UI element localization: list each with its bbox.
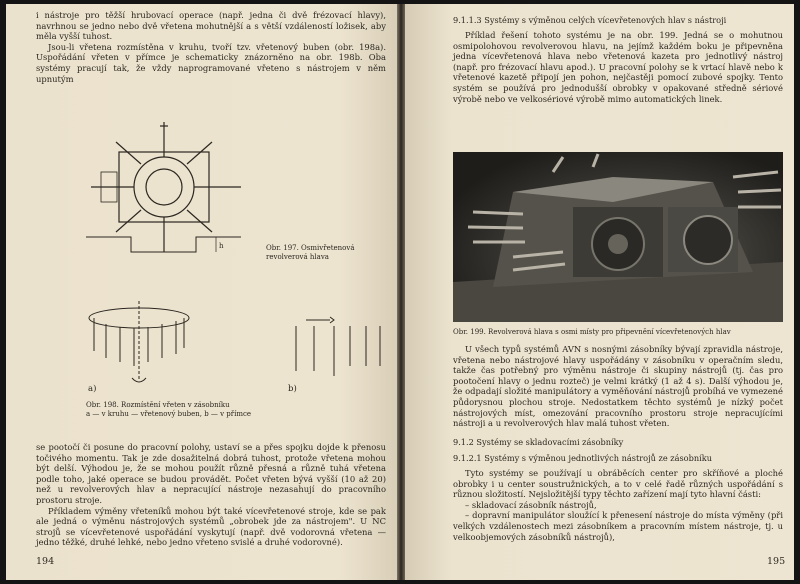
paragraph: Příkladem výměny vřeteníků mohou být také vícevřetenové stroje, kde se pak ale jedná o výměnu nástrojových systémů „obrobek jde za nástrojem". U NC strojů se vícevřetenové uspořádání vyskytují (např. dvě vodorovná vřetena — jedno těžké, druhé lehké, nebo jedno vřeteno svislé a druhé vodorovné). [36,505,386,548]
figure-198-label-b: b) [288,384,297,394]
figure-198b-spindle-row [286,316,386,386]
paragraph: Tyto systémy se používají u obráběcích center pro skříňové a ploché obrobky i u center soustružnických, a to v celé řadě různých uspořádání s různou složitostí. Nejsložitější typy těchto zařízení mají tyto hlavní části: [453,468,783,500]
paragraph: U všech typů systémů AVN s nosnými zásobníky bývají zpravidla nástroje, vřetena nebo nástrojové hlavy uspořádány v zásobníku v operačním sledu, takže čas potřebný pro výměnu nástroje či skupiny nástrojů (tj. čas pro pootočení hlavy o jednu rozteč) je velmi krátký (1 až 4 s). Další výhodou je, že odpadají složité manipulátory a vyměňování nástrojů probíhá ve vymezené půdorysnou plochou stroje. Nedostatkem těchto systémů je nízký počet nástrojových míst, omezování pracovního prostoru stroje nepracujícími nástroji a u revolverových hlav malá tuhost vřeten. [453,344,783,429]
left-top-text [36,10,386,84]
caption-line: revolverová hlava [266,253,329,261]
turret-photo-illustration [453,152,783,322]
figure-198-label-a: a) [88,384,97,394]
svg-text:h: h [219,242,224,250]
right-paragraph-2 [453,344,783,429]
list-item: – skladovací zásobník nástrojů, [465,499,597,510]
caption-line: Obr. 198. Rozmístění vřeten v zásobníku [86,401,230,409]
page-number: 195 [767,556,786,567]
caption-line: a — v kruhu — vřetenový buben, b — v přímce [86,410,252,418]
figure-198a-spindle-drum [84,296,194,386]
paragraph: Jsou-li vřetena rozmístěna v kruhu, tvoří tzv. vřetenový buben (obr. 198a). Uspořádání vřeten v přímce je schematicky znázorněno na obr. 198b. Oba systémy pracují tak, že vždy naprogramované vřeteno s nástrojem v něm upnutým [36,41,386,84]
right-paragraph-3 [453,468,783,542]
turret-drum [134,157,194,217]
paragraph: Příklad řešení tohoto systému je na obr. 199. Jedná se o mohutnou osmipolohovou revolverovou hlavu, na jejímž každém boku je připevněna jedna vícevřetenová hlava nebo vřetenová kazeta pro jednotlivý nástroj (např. pro frézovací hlavu apod.). U pracovní polohy se k vrtací hlavě nebo k vřetenové kazetě připojí jen pohon, nejčastěji pomocí zubové spojky. Tento systém se používá pro jednodušší obrobky v opakované středně sériové výrobě nebo ve velkosériové výrobě mimo automatických linek. [453,30,783,104]
left-page [6,4,397,580]
left-bottom-text [36,442,386,548]
list-item: – dopravní manipulátor sloužící k přenesení nástroje do místa výměny (při velkých vzdálenostech mezi zásobníkem a pracovním místem nástroje, tj. u velkoobjemových zásobníků nástrojů), [453,510,783,542]
figure-197-caption [266,244,386,262]
paragraph: se pootočí či posune do pracovní polohy, ustaví se a přes spojku dojde k přenosu točivého momentu. Tak je zde dosažitelná dobrá tuhost, protože vřetena mohou být delší. Výhodou je, že se mohou použít různě přesná a různě tuhá vřetena podle toho, jaké operace se budou provádět. Počet vřeten bývá vyšší (10 až 20) než u revolverových hlav a nepracující nástroje nezasahují do pracovního prostoru stroje. [36,442,386,505]
figure-198-caption [86,401,386,419]
subsection-heading: 9.1.2.1 Systémy s výměnou jednotlivých nástrojů ze zásobníku [453,453,712,463]
right-page [405,4,794,580]
book-gutter [397,4,405,580]
page-number: 194 [36,556,55,567]
caption-line: Obr. 197. Osmivřetenová [266,244,355,252]
figure-199-photo [453,152,783,322]
figure-197-turret-diagram [81,112,251,262]
section-heading: 9.1.2 Systémy se skladovacími zásobníky [453,437,624,447]
right-paragraph-1 [453,30,783,104]
paragraph: i nástroje pro těžší hrubovací operace (např. jedna či dvě frézovací hlavy), navrhnou se jedno nebo dvě vřetena mohutnější a s větší vzdáleností ložisek, aby měla vyšší tuhost. [36,10,386,42]
section-heading: 9.1.1.3 Systémy s výměnou celých vícevřetenových hlav s nástroji [453,15,727,25]
figure-199-caption: Obr. 199. Revolverová hlava s osmi místy pro připevnění vícevřetenových hlav [453,328,731,336]
